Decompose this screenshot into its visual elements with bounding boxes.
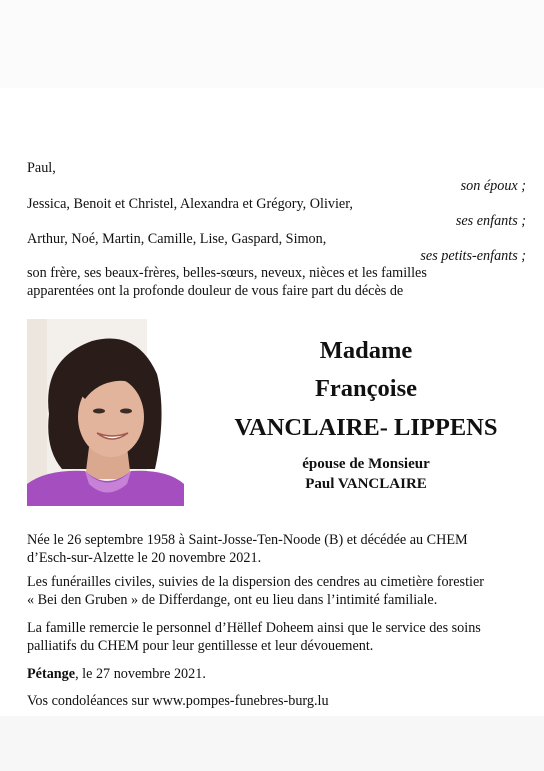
funeral-paragraph <box>27 573 527 609</box>
place-date-line <box>27 665 527 683</box>
other-relatives-line1: son frère, ses beaux-frères, belles-sœurs, neveux, nièces et les familles <box>27 265 427 281</box>
deceased-surname: VANCLAIRE- LIPPENS <box>234 414 498 441</box>
spouse-full-name: Paul VANCLAIRE <box>305 476 427 492</box>
other-relatives-line2: apparentées ont la profonde douleur de vous faire part du décès de <box>27 283 404 299</box>
condolences-text: Vos condoléances sur www.pompes-funebres-burg.lu <box>27 693 329 709</box>
birth-death-line1: Née le 26 septembre 1958 à Saint-Josse-Ten-Noode (B) et décédée au CHEM <box>27 532 468 548</box>
birth-death-line2: d’Esch-sur-Alzette le 20 novembre 2021. <box>27 550 262 566</box>
thanks-line2: palliatifs du CHEM pour leur gentillesse et leur dévouement. <box>27 638 374 654</box>
portrait-illustration <box>27 319 184 506</box>
top-margin <box>0 0 544 88</box>
place-name: Pétange <box>27 666 76 682</box>
grandchildren-role: ses petits-enfants ; <box>420 248 526 264</box>
thanks-line1: La famille remercie le personnel d’Hëllef Doheem ainsi que le service des soins <box>27 620 481 636</box>
funeral-line1: Les funérailles civiles, suivies de la dispersion des cendres au cimetière forestier <box>27 574 484 590</box>
children-names: Jessica, Benoit et Christel, Alexandra et Grégory, Olivier, <box>27 196 353 212</box>
bottom-margin <box>0 716 544 771</box>
portrait-photo <box>27 319 184 506</box>
funeral-line2: « Bei den Gruben » de Differdange, ont eu lieu dans l’intimité familiale. <box>27 592 438 608</box>
thanks-paragraph <box>27 619 527 655</box>
deceased-first-name: Françoise <box>314 375 418 402</box>
spouse-role: son époux ; <box>460 178 526 194</box>
birth-death-paragraph <box>27 531 527 567</box>
notice-date: , le 27 novembre 2021. <box>75 666 206 682</box>
grandchildren-names: Arthur, Noé, Martin, Camille, Lise, Gaspard, Simon, <box>27 231 327 247</box>
spouse-name: Paul, <box>27 160 56 176</box>
condolences-line <box>27 692 527 710</box>
spouse-label: épouse de Monsieur <box>302 456 430 472</box>
children-role: ses enfants ; <box>455 213 526 229</box>
deceased-title: Madame <box>319 337 413 364</box>
